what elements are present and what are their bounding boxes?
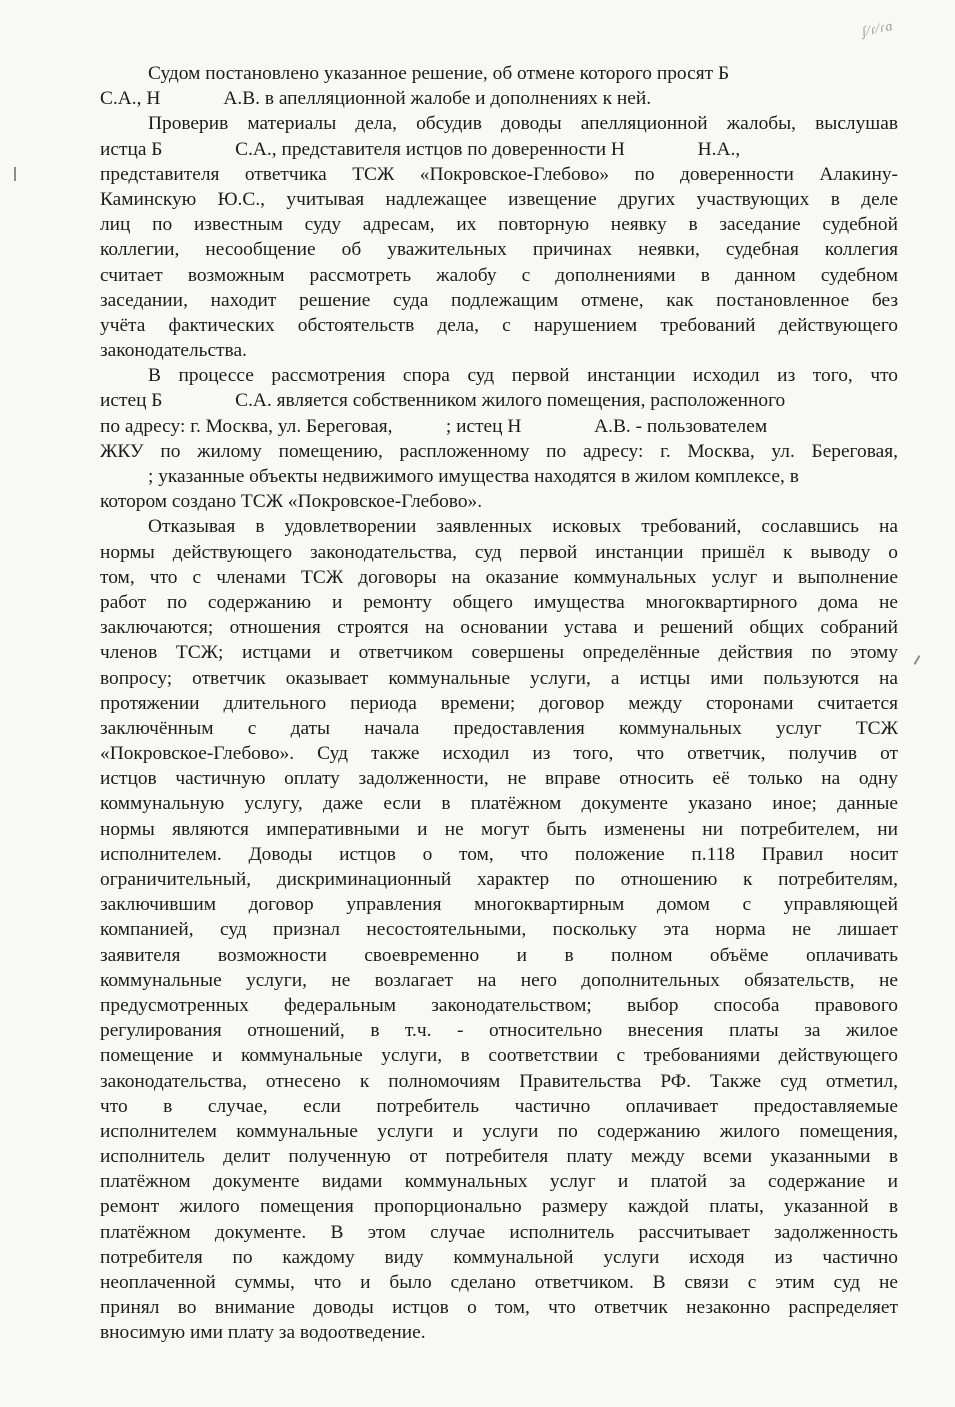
document-line: коммунальные услуги, не возлагает на него дополнительных обязательств, не <box>100 969 898 991</box>
document-line: по адресу: г. Москва, ул. Береговая, ; истец Н А.В. - пользователем <box>100 415 768 437</box>
document-line: С.А., Н А.В. в апелляционной жалобе и дополнениях к ней. <box>100 88 652 110</box>
document-line: ремонт жилого помещения пропорционально размеру каждой платы, указанной в <box>100 1196 898 1218</box>
document-line: учёта фактических обстоятельств дела, с нарушением требований действующего <box>100 314 898 336</box>
document-line: неоплаченной суммы, что и было сделано ответчиком. В связи с этим суд не <box>100 1272 898 1293</box>
document-line: ; указанные объекты недвижимого имущества находятся в жилом комплексе, в <box>148 466 799 487</box>
document-line: потребителя по каждому виду коммунальной услуги исходя из частично <box>100 1246 898 1268</box>
document-body <box>100 61 898 1346</box>
document-line: лиц по известным суду адресам, их повторную неявку в заседание судебной <box>100 214 898 236</box>
document-line: протяжении длительного периода времени; договор между сторонами считается <box>100 692 898 714</box>
scan-mark <box>14 167 16 181</box>
document-line: заседании, находит решение суда подлежащим отмене, как постановленное без <box>100 289 898 311</box>
document-line: предусмотренных федеральным законодательством; выбор способа правового <box>100 994 898 1016</box>
document-line: вопросу; ответчик оказывает коммунальные услуги, а истцы ими пользуются на <box>100 667 898 689</box>
corner-handwritten-mark: ʃ⁄ɾ⁄ɾɑ <box>860 18 895 41</box>
document-line: ограничительный, дискриминационный характер по отношению к потребителям, <box>100 869 898 890</box>
document-line: заключённым с даты начала предоставления коммунальных услуг ТСЖ <box>100 717 898 739</box>
scan-mark <box>914 655 921 665</box>
document-line: истец Б С.А. является собственником жилого помещения, расположенного <box>100 390 786 412</box>
document-line: законодательства, отнесено к полномочиям Правительства РФ. Также суд отметил, <box>100 1070 898 1092</box>
document-line: «Покровское-Глебово». Суд также исходил из того, что ответчик, получив от <box>100 743 898 765</box>
document-line: регулирования отношений, в т.ч. - относительно внесения платы за жилое <box>100 1020 898 1042</box>
document-line: исполнителем. Доводы истцов о том, что положение п.118 Правил носит <box>100 843 898 865</box>
document-line: котором создано ТСЖ «Покровское-Глебово». <box>100 491 483 513</box>
document-line: что в случае, если потребитель частично оплачивает предоставляемые <box>100 1095 898 1117</box>
document-line: членов ТСЖ; истцами и ответчиком совершены определённые действия по этому <box>100 642 898 664</box>
document-line: нормы действующего законодательства, суд первой инстанции пришёл к выводу о <box>100 541 898 563</box>
document-line: коммунальную услугу, даже если в платёжном документе указано иное; данные <box>100 793 898 815</box>
document-line: Отказывая в удовлетворении заявленных исковых требований, сославшись на <box>148 516 898 538</box>
document-line: платёжном документе видами коммунальных услуг и платой за содержание и <box>100 1171 898 1193</box>
document-line: ЖКУ по жилому помещению, распложенному по адресу: г. Москва, ул. Береговая, <box>100 440 898 462</box>
document-line: считает возможным рассмотреть жалобу с дополнениями в данном судебном <box>100 264 898 286</box>
document-line: работ по содержанию и ремонту общего имущества многоквартирного дома не <box>100 591 898 613</box>
document-line: заключаются; отношения строятся на основании устава и решений общих собраний <box>100 617 898 639</box>
document-line: Судом постановлено указанное решение, об отмене которого просят Б <box>148 63 730 84</box>
document-line: принял во внимание доводы истцов о том, что ответчик незаконно распределяет <box>100 1297 898 1319</box>
document-line: В процессе рассмотрения спора суд первой инстанции исходил из того, что <box>148 365 898 387</box>
document-line: помещение и коммунальные услуги, в соответствии с требованиями действующего <box>100 1045 898 1067</box>
document-line: истцов частичную оплату задолженности, не вправе относить её только на одну <box>100 768 898 790</box>
document-line: платёжном документе. В этом случае исполнитель рассчитывает задолженность <box>100 1221 898 1243</box>
document-line: вносимую ими плату за водоотведение. <box>100 1322 426 1344</box>
document-line: том, что с членами ТСЖ договоры на оказание коммунальных услуг и выполнение <box>100 566 898 588</box>
document-line: компанией, суд признал несостоятельными, поскольку эта норма не лишает <box>100 919 898 941</box>
document-line: Каминскую Ю.С., учитывая надлежащее извещение других участвующих в деле <box>100 188 898 210</box>
document-line: истца Б С.А., представителя истцов по доверенности Н Н.А., <box>100 138 741 160</box>
document-line: исполнителем коммунальные услуги и услуги по содержанию жилого помещения, <box>100 1120 898 1142</box>
document-line: нормы являются императивными и не могут быть изменены ни потребителем, ни <box>100 818 898 840</box>
document-line: заявителя возможности своевременно и в полном объёме оплачивать <box>100 944 898 966</box>
document-line: коллегии, несообщение об уважительных причинах неявки, судебная коллегия <box>100 239 898 261</box>
document-line: исполнитель делит полученную от потребителя плату между всеми указанными в <box>100 1146 898 1168</box>
document-line: законодательства. <box>100 340 247 362</box>
document-line: Проверив материалы дела, обсудив доводы апелляционной жалобы, выслушав <box>148 113 898 135</box>
document-line: заключившим договор управления многоквартирным домом с управляющей <box>100 894 898 916</box>
document-line: представителя ответчика ТСЖ «Покровское-Глебово» по доверенности Алакину- <box>100 163 898 185</box>
